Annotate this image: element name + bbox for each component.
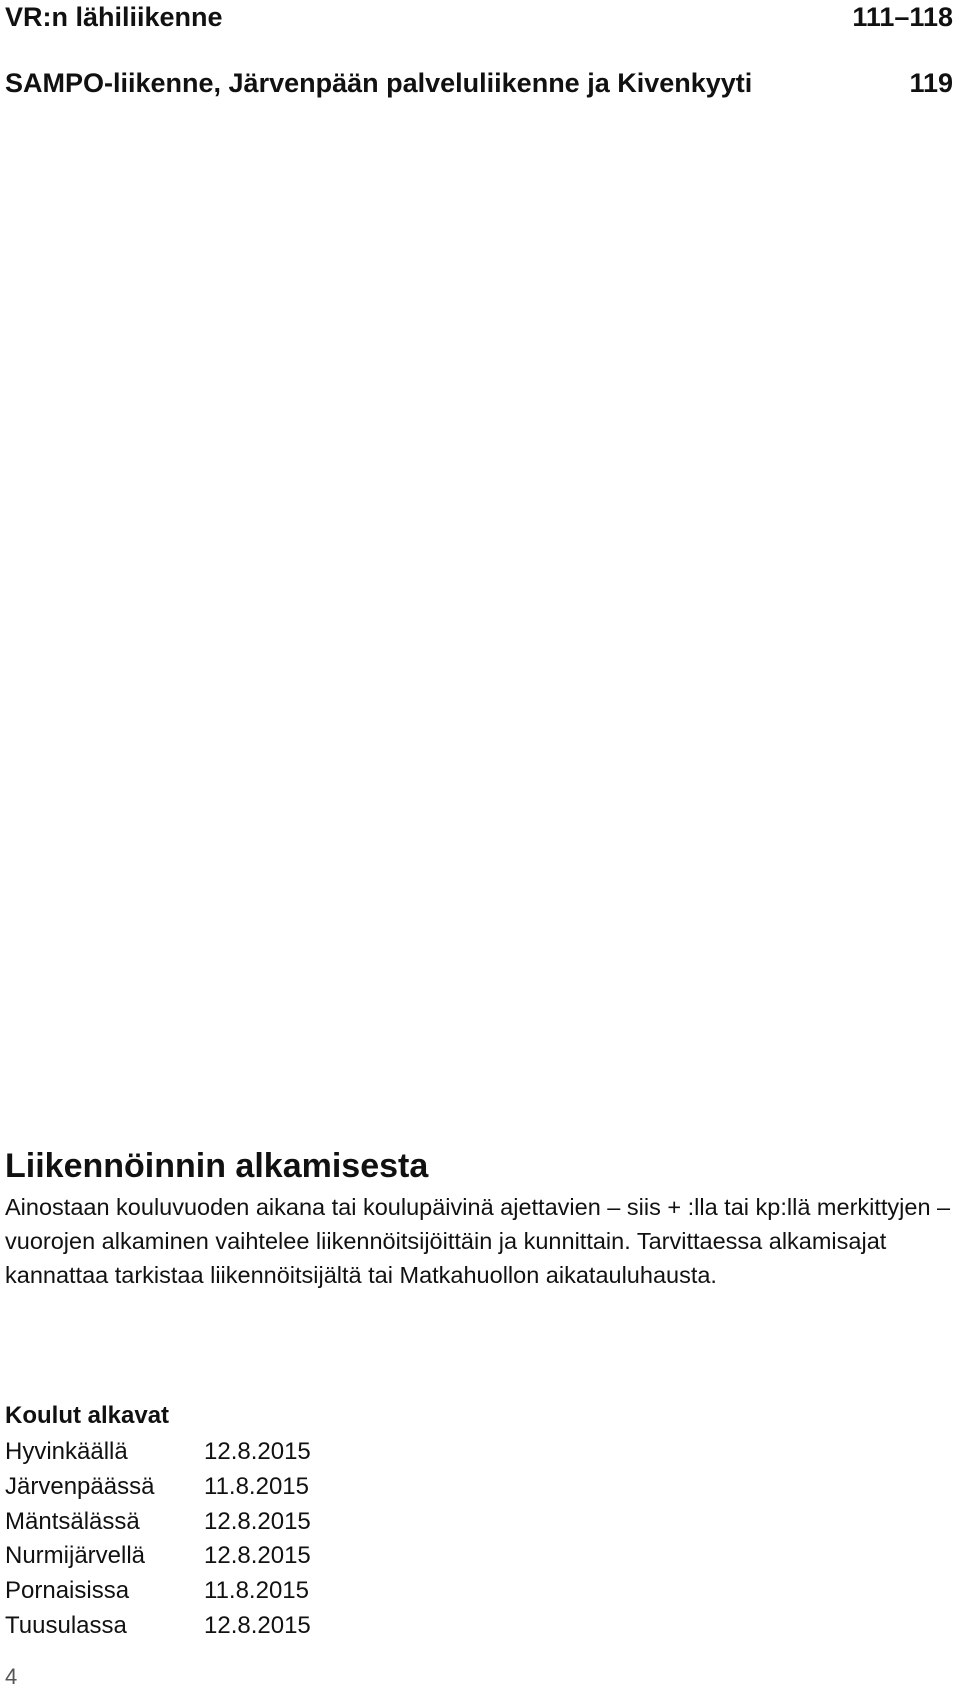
section-heading: Liikennöinnin alkamisesta <box>5 1147 429 1185</box>
school-row <box>5 1435 311 1470</box>
school-place: Pornaisissa <box>5 1577 130 1605</box>
school-place: Tuusulassa <box>5 1611 127 1639</box>
school-row <box>5 1470 311 1505</box>
toc-entry-title: SAMPO-liikenne, Järvenpään palveluliikenne ja Kivenkyyti <box>5 68 753 98</box>
school-date: 12.8.2015 <box>204 1542 311 1570</box>
school-date: 12.8.2015 <box>204 1507 311 1535</box>
schools-list <box>5 1435 311 1644</box>
school-place: Järvenpäässä <box>5 1472 155 1500</box>
section-paragraph: Ainostaan kouluvuoden aikana tai koulupäivinä ajettavien – siis + :lla tai kp:llä merkittyjen – vuorojen alkaminen vaihtelee liikennöitsijöittäin ja kunnittain. Tarvittaessa alkamisajat kannattaa tarkistaa liikennöitsijältä tai Matkahuollon aikatauluhausta. <box>5 1194 951 1288</box>
school-date: 12.8.2015 <box>204 1611 311 1639</box>
school-place: Mäntsälässä <box>5 1507 140 1535</box>
school-date: 12.8.2015 <box>204 1438 311 1465</box>
schools-heading: Koulut alkavat <box>5 1402 170 1429</box>
school-row <box>5 1505 311 1540</box>
school-place: Hyvinkäällä <box>5 1438 128 1465</box>
toc-entry-pages: 119 <box>909 68 953 98</box>
toc-entry-title: VR:n lähiliikenne <box>5 2 223 32</box>
school-row <box>5 1539 311 1574</box>
school-row <box>5 1609 311 1644</box>
school-date: 11.8.2015 <box>204 1472 309 1500</box>
school-place: Nurmijärvellä <box>5 1542 146 1570</box>
page-number: 4 <box>5 1664 18 1689</box>
school-date: 11.8.2015 <box>204 1577 309 1605</box>
toc-entry-pages: 111–118 <box>852 2 953 32</box>
school-row <box>5 1574 311 1609</box>
toc-entry <box>5 67 953 99</box>
toc-entry <box>5 1 953 33</box>
